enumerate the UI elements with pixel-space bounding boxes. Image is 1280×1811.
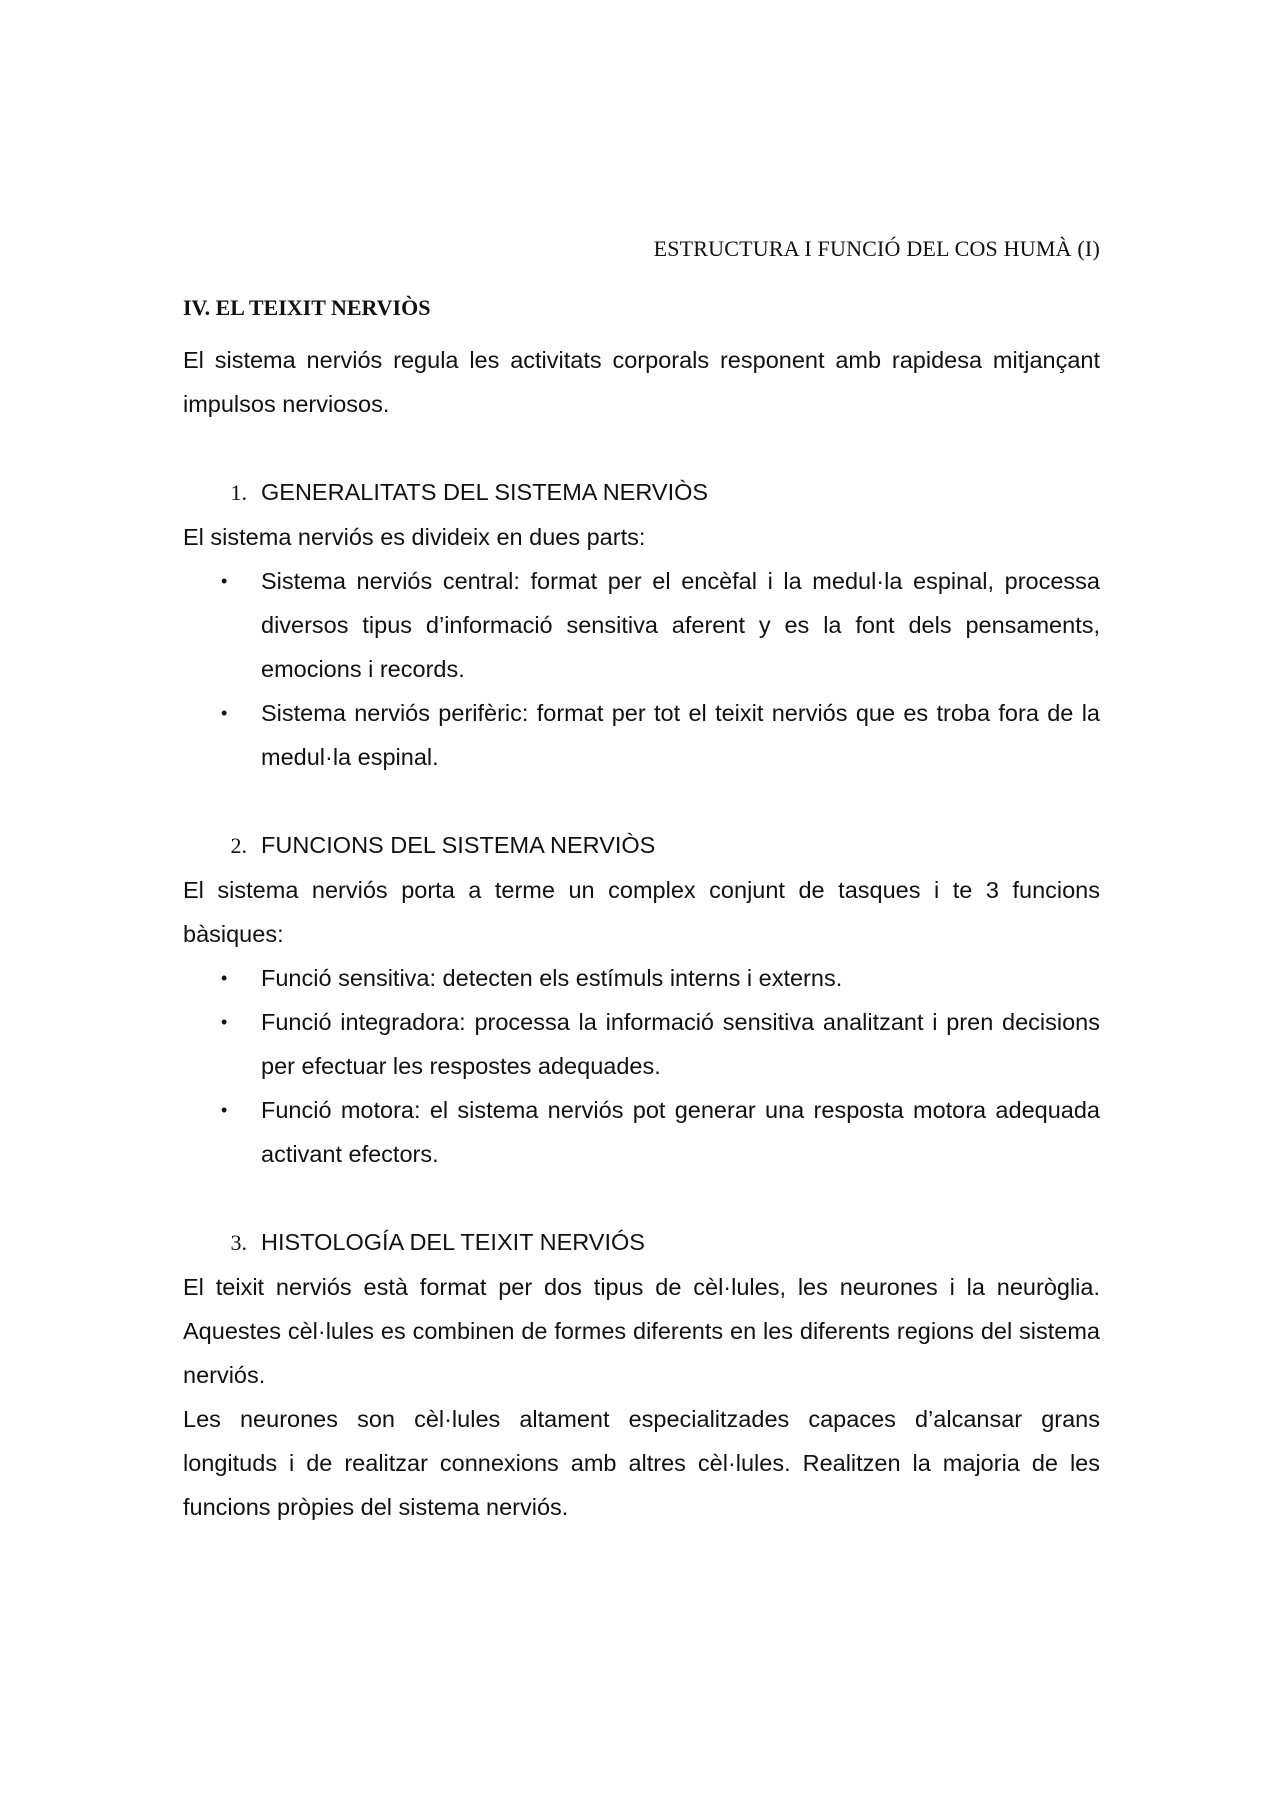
list-item-text: Sistema nerviós central: format per el encèfal i la medul·la espinal, processa diversos tipus d’informació sensitiva aferent y es la font dels pensaments, emocions i records. xyxy=(261,568,1100,682)
intro-paragraph: El sistema nerviós regula les activitats corporals responent amb rapidesa mitjançant impulsos nerviosos. xyxy=(183,347,1100,417)
section-1-heading xyxy=(183,470,1100,515)
spacer xyxy=(183,1176,1100,1220)
list-item xyxy=(183,956,1100,1000)
section-number: 1. xyxy=(230,480,247,505)
section-2-bullet-list xyxy=(183,956,1100,1176)
list-item xyxy=(183,1000,1100,1088)
bullet-icon: • xyxy=(221,1012,228,1032)
list-item xyxy=(183,559,1100,691)
bullet-icon: • xyxy=(221,1100,228,1120)
running-header: ESTRUCTURA I FUNCIÓ DEL COS HUMÀ (I) xyxy=(653,236,1100,261)
section-2-lead: El sistema nerviós porta a terme un complex conjunt de tasques i te 3 funcions bàsiques: xyxy=(183,877,1100,947)
section-number: 2. xyxy=(230,833,247,858)
document-body xyxy=(183,292,1100,1529)
section-heading-text: GENERALITATS DEL SISTEMA NERVIÒS xyxy=(261,479,709,505)
bullet-icon: • xyxy=(221,968,228,988)
list-item-text: Funció sensitiva: detecten els estímuls interns i externs. xyxy=(261,965,843,991)
section-1-lead: El sistema nerviós es divideix en dues parts: xyxy=(183,524,646,550)
section-3-heading xyxy=(183,1220,1100,1265)
bullet-icon: • xyxy=(221,571,228,591)
list-item-text: Funció integradora: processa la informació sensitiva analitzant i pren decisions per efectuar les respostes adequades. xyxy=(261,1009,1100,1079)
spacer xyxy=(183,779,1100,823)
list-item xyxy=(183,1088,1100,1176)
list-item-text: Funció motora: el sistema nerviós pot generar una resposta motora adequada activant efectors. xyxy=(261,1097,1100,1167)
section-1-bullet-list xyxy=(183,559,1100,779)
section-heading-text: HISTOLOGÍA DEL TEIXIT NERVIÓS xyxy=(261,1229,645,1255)
section-number: 3. xyxy=(230,1230,247,1255)
list-item xyxy=(183,691,1100,779)
spacer xyxy=(183,426,1100,470)
section-3-paragraph: Les neurones son cèl·lules altament especialitzades capaces d’alcansar grans longituds i de realitzar connexions amb altres cèl·lules. Realitzen la majoria de les funcions pròpies del sistema nerviós. xyxy=(183,1406,1100,1520)
list-item-text: Sistema nerviós perifèric: format per tot el teixit nerviós que es troba fora de la medul·la espinal. xyxy=(261,700,1100,770)
bullet-icon: • xyxy=(221,703,228,723)
section-title: IV. EL TEIXIT NERVIÒS xyxy=(183,295,431,320)
section-heading-text: FUNCIONS DEL SISTEMA NERVIÒS xyxy=(261,832,656,858)
section-2-heading xyxy=(183,823,1100,868)
section-3-paragraph: El teixit nerviós està format per dos tipus de cèl·lules, les neurones i la neuròglia. Aquestes cèl·lules es combinen de formes diferents en les diferents regions del sistema nerviós. xyxy=(183,1274,1100,1388)
